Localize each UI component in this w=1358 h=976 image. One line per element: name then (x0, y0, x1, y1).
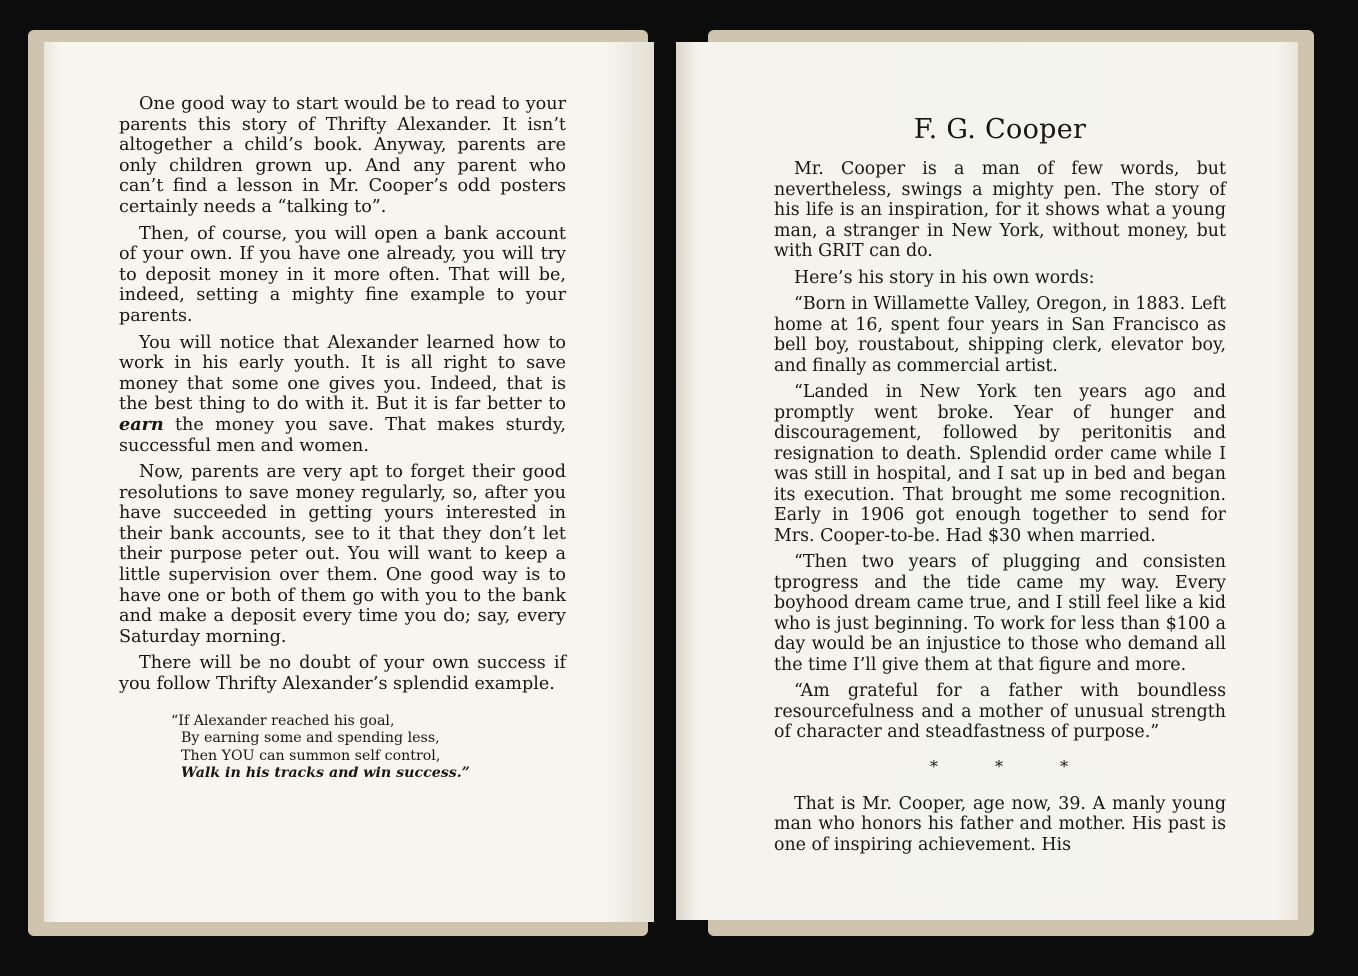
right-paragraph-6: “Am grateful for a father with boundless resourcefulness and a mother of unusual strength of character and steadfastness of purpose.” (774, 681, 1226, 742)
right-page (676, 42, 1298, 920)
poem-line-2: By earning some and spending less, (181, 730, 440, 747)
left-paragraph-2: Then, of course, you will open a bank account of your own. If you have one already, you will try to deposit money in it more often. That will be, indeed, setting a mighty fine example to your parents. (119, 223, 566, 326)
left-paragraph-1: One good way to start would be to read to your parents this story of Thrifty Alexander. It isn’t altogether a child’s book. Anyway, parents are only children grown up. And any parent who can’t find a lesson in Mr. Cooper’s odd posters certainly needs a “talking to”. (119, 94, 566, 217)
left-paragraph-5: There will be no doubt of your own success if you follow Thrifty Alexander’s splendid example. (119, 653, 566, 695)
right-paragraph-5: “Then two years of plugging and consisten tprogress and the tide came my way. Every boyhood dream came true, and I still feel like a kid who is just beginning. To work for less than $100 a day would be an injustice to those who demand all the time I’ll give them at that figure and more. (774, 552, 1226, 675)
left-page (44, 42, 654, 922)
poem-line-4: Walk in his tracks and win success.” (181, 765, 470, 782)
right-paragraph-4: “Landed in New York ten years ago and promptly went broke. Year of hunger and discouragement, followed by peritonitis and resignation to death. Splendid order came while I was still in hospital, and I sat up in bed and began its execution. That brought me some recognition. Early in 1906 got enough together to send for Mrs. Cooper-to-be. Had $30 when married. (774, 382, 1226, 546)
left-paragraph-4: Now, parents are very apt to forget their good resolutions to save money regularly, so, after you have succeeded in getting yours interested in their bank accounts, see to it that they don’t let their purpose peter out. You will want to keep a little supervision over them. One good way is to have one or both of them go with you to the bank and make a deposit every time you do; say, every Saturday morning. (119, 462, 566, 647)
right-paragraph-1: Mr. Cooper is a man of few words, but nevertheless, swings a mighty pen. The story of his life is an inspiration, for it shows what a young man, a stranger in New York, without money, but with GRIT can do. (774, 159, 1226, 261)
section-break-asterisks: * * * (929, 756, 1071, 776)
closing-paragraph: That is Mr. Cooper, age now, 39. A manly young man who honors his father and mother. His past is one of inspiring achievement. His (774, 793, 1226, 855)
earn-paragraph-before: You will notice that Alexander learned how to work in his early youth. It is all right to save money that some one gives you. Indeed, that is the best thing to do with it. But it is far better to (119, 332, 566, 415)
poem (171, 713, 566, 783)
left-paragraph-3 (119, 333, 566, 457)
right-paragraph-3: “Born in Willamette Valley, Oregon, in 1883. Left home at 16, spent four years in San Francisco as bell boy, roustabout, shipping clerk, elevator boy, and finally as commercial artist. (774, 294, 1226, 376)
page-heading: F. G. Cooper (913, 114, 1087, 145)
poem-line-1: “If Alexander reached his goal, (171, 712, 395, 729)
right-paragraph-2: Here’s his story in his own words: (794, 267, 1095, 288)
earn-paragraph-after: the money you save. That makes sturdy, successful men and women. (119, 414, 566, 456)
poem-line-3: Then YOU can summon self control, (181, 747, 441, 764)
earn-emphasis: earn (119, 413, 164, 435)
